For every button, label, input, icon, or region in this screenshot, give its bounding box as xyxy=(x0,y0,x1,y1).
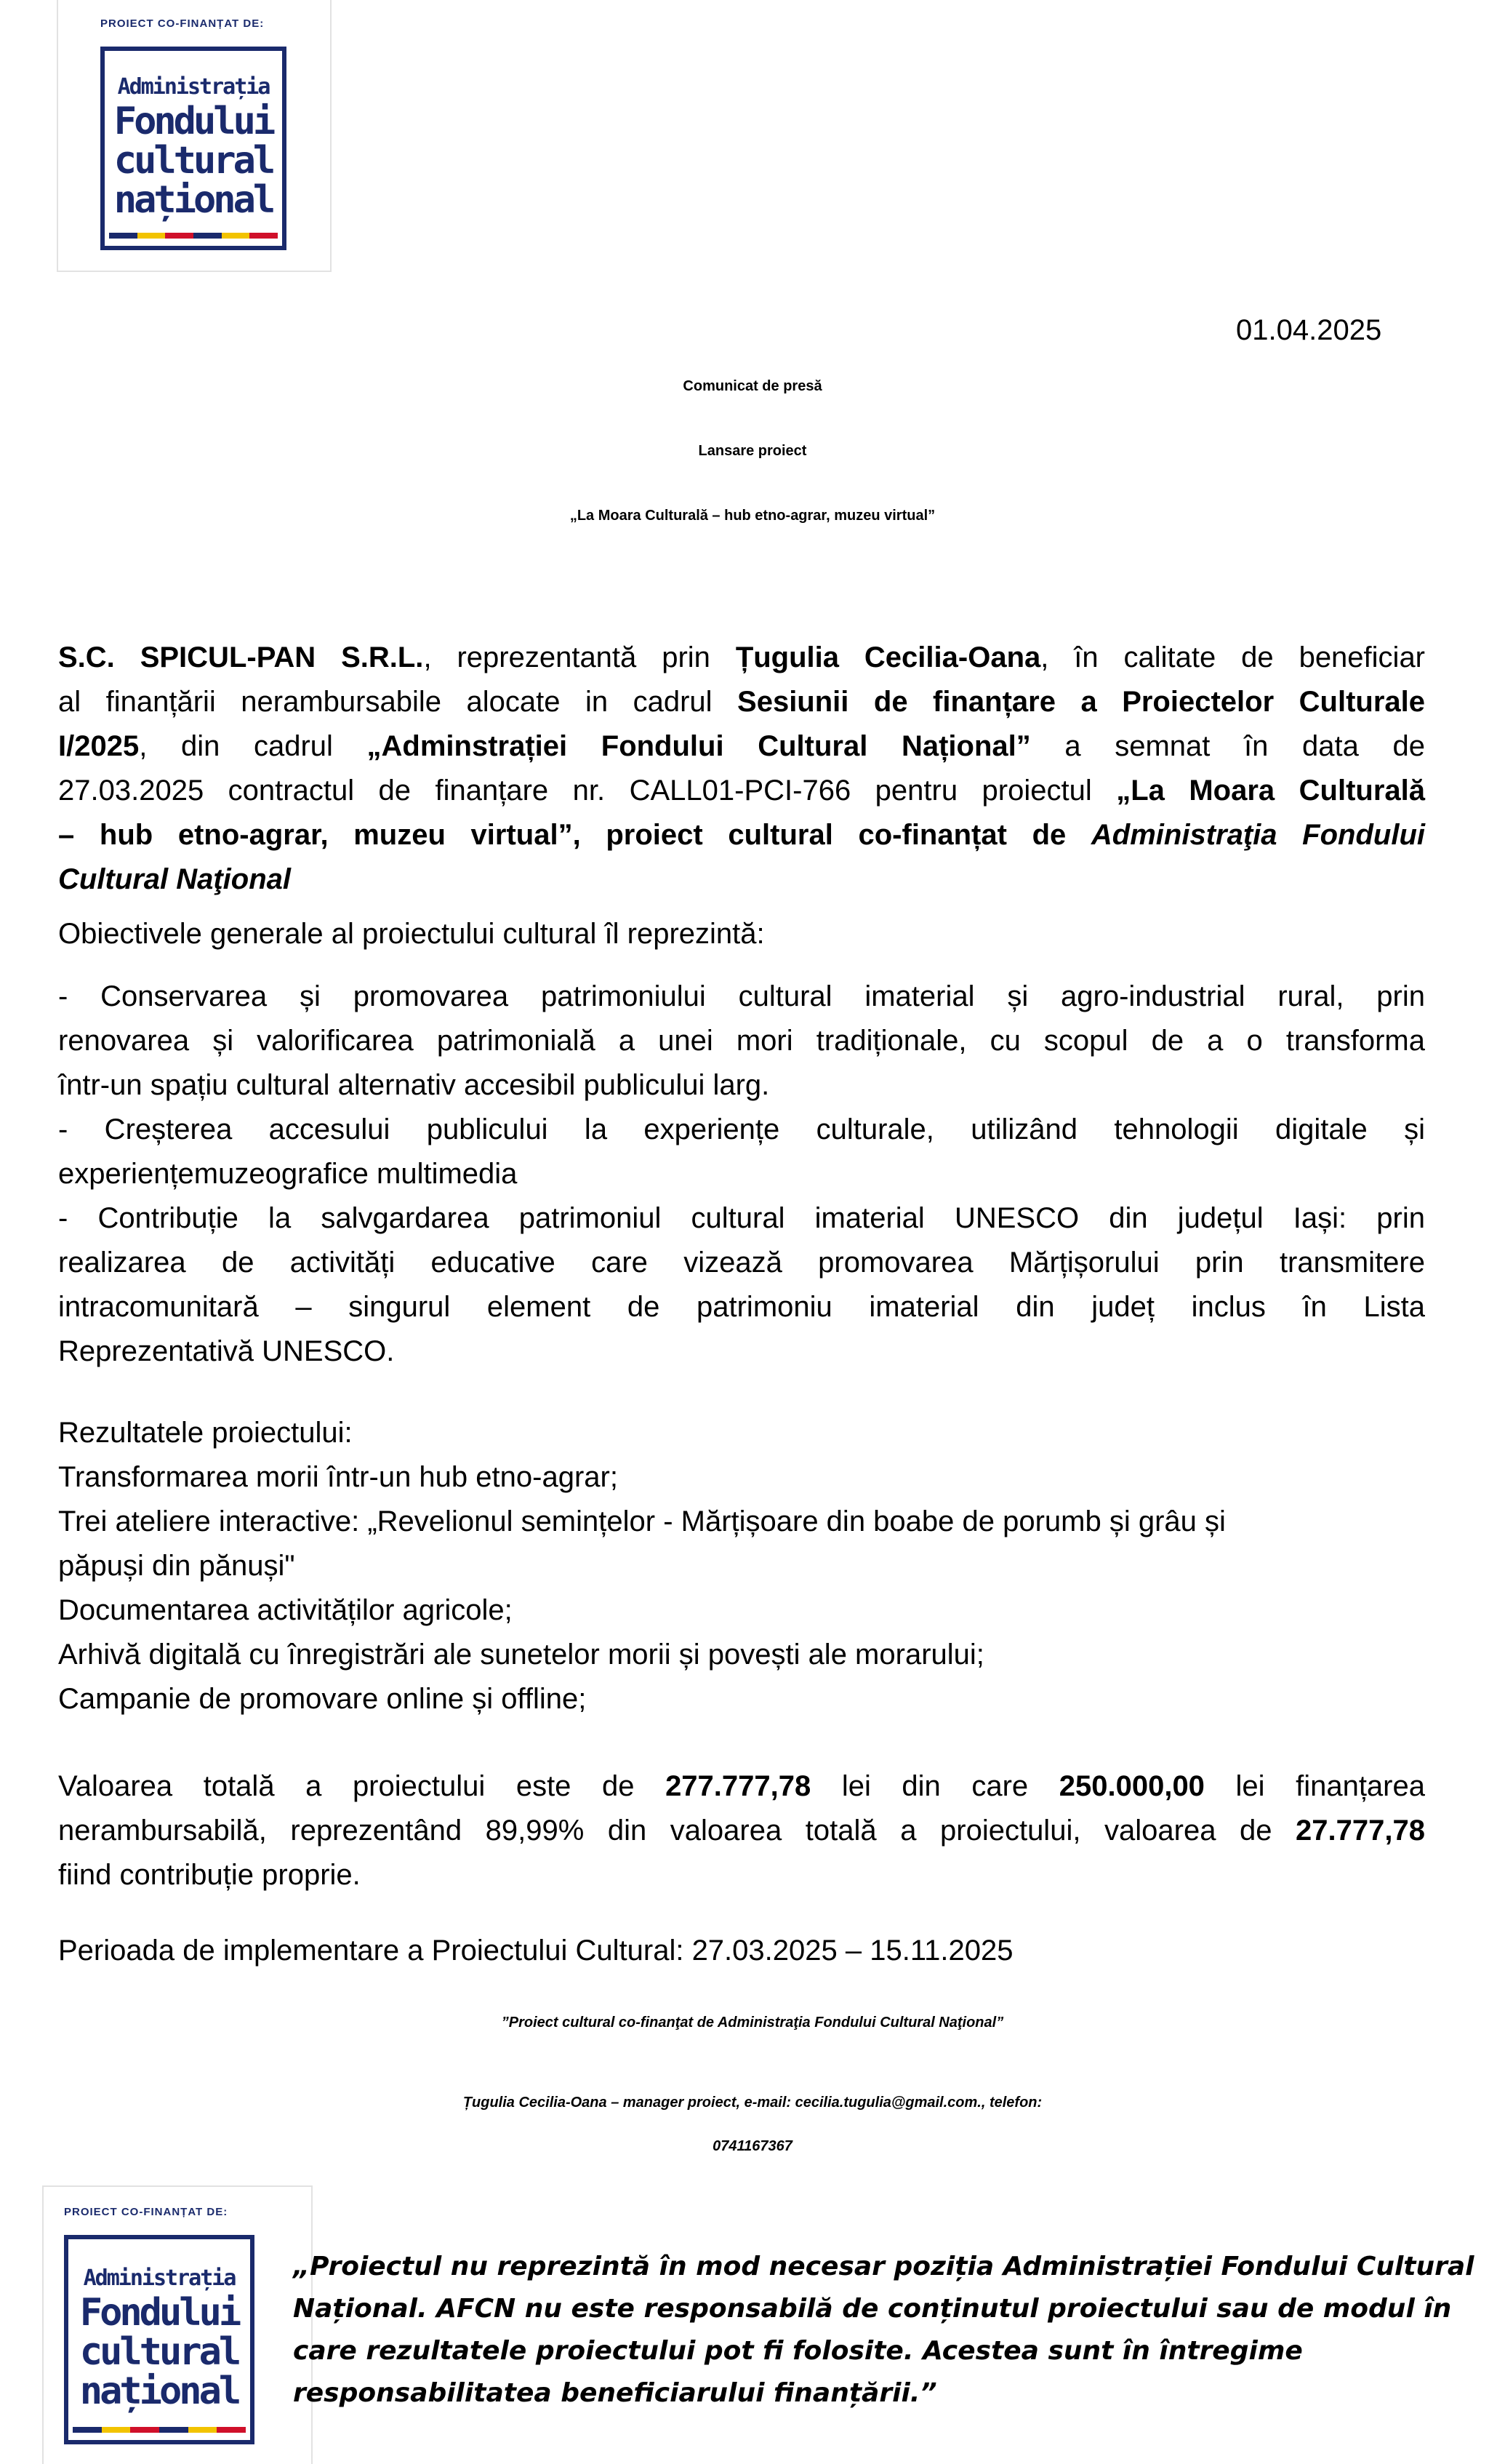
intro-line-4: 27.03.2025 contractul de finanțare nr. CALL01-PCI-766 pentru proiectul „La Moara Culturală xyxy=(58,775,1426,807)
grant-value: 250.000,00 xyxy=(1059,1770,1205,1802)
objectives-line: experiențemuzeografice multimedia xyxy=(58,1158,518,1190)
results-item: Campanie de promovare online și offline; xyxy=(58,1683,587,1715)
total-value: 277.777,78 xyxy=(665,1770,811,1802)
results-item: Transformarea morii într-un hub etno-agrar; xyxy=(58,1461,618,1493)
logo-line-4: național xyxy=(79,2369,239,2413)
results-item: Arhivă digitală cu înregistrări ale sunetelor morii și povești ale morarului; xyxy=(58,1639,984,1671)
results-item: păpuși din pănuși" xyxy=(58,1550,295,1582)
objectives-line: renovarea și valorificarea patrimonială a unei mori tradiționale, cu scopul de a o transforma xyxy=(58,1025,1425,1057)
logo-line-3: cultural xyxy=(79,2330,239,2374)
contact-line-1: Țugulia Cecilia-Oana – manager proiect, e-mail: cecilia.tugulia@gmail.com., telefon: xyxy=(462,2095,1043,2111)
objectives-line: - Contribuție la salvgardarea patrimoniul cultural imaterial UNESCO din județul Iași: prin xyxy=(58,1202,1425,1234)
logo-caption: PROIECT CO-FINANȚAT DE: xyxy=(64,2206,228,2218)
objectives-line: intracomunitară – singurul element de patrimoniu imaterial din județ inclus în Lista xyxy=(58,1291,1425,1323)
logo-line-1: Administrația xyxy=(117,74,270,100)
intro-line-3: I/2025, din cadrul „Adminstrației Fondului Cultural Național” a semnat în data de xyxy=(58,730,1425,762)
disclaimer-line: responsabilitatea beneficiarului finanțării.” xyxy=(293,2378,937,2408)
disclaimer-line: care rezultatele proiectului pot fi folosite. Acestea sunt în întregime xyxy=(293,2336,1303,2366)
objectives-heading: Obiectivele generale al proiectului cultural îl reprezintă: xyxy=(58,918,765,950)
logo-mark xyxy=(100,47,286,250)
intro-line-6: Cultural Naţional xyxy=(58,863,292,895)
results-item: Trei ateliere interactive: „Revelionul semințelor - Mărțișoare din boabe de porumb și grâu și xyxy=(58,1505,1226,1537)
objectives-line: - Conservarea și promovarea patrimoniului cultural imaterial și agro-industrial rural, prin xyxy=(58,980,1425,1012)
own-contribution-value: 27.777,78 xyxy=(1296,1815,1425,1847)
logo-tricolor-stripe xyxy=(73,2427,246,2433)
intro-line-2: al finanțării nerambursabile alocate in cadrul Sesiunii de finanțare a Proiectelor Culturale xyxy=(58,686,1425,718)
budget-line-1: Valoarea totală a proiectului este de 277.777,78 lei din care 250.000,00 lei finanțarea xyxy=(58,1770,1425,1802)
intro-line-5: – hub etno-agrar, muzeu virtual”, proiect cultural co-finanțat de Administraţia Fondului xyxy=(58,819,1426,851)
logo-mark xyxy=(64,2235,254,2444)
contact-phone: 0741167367 xyxy=(713,2138,792,2154)
document-title: Comunicat de presă xyxy=(683,378,822,394)
disclaimer xyxy=(293,2246,1474,2415)
afcn-logo-top xyxy=(57,0,332,272)
logo-caption: PROIECT CO-FINANȚAT DE: xyxy=(100,17,265,30)
logo-line-2: Fondului xyxy=(113,100,273,143)
objectives-line: într-un spațiu cultural alternativ accesibil publicului larg. xyxy=(58,1069,770,1101)
logo-line-4: național xyxy=(113,178,273,222)
disclaimer-line: „Proiectul nu reprezintă în mod necesar poziția Administrației Fondului Cultural xyxy=(293,2252,1474,2281)
results-item: Documentarea activităților agricole; xyxy=(58,1594,513,1626)
logo-line-2: Fondului xyxy=(79,2291,239,2335)
document-subtitle: Lansare proiect xyxy=(698,443,807,459)
results-heading: Rezultatele proiectului: xyxy=(58,1417,353,1449)
disclaimer-line: Național. AFCN nu este responsabilă de conținutul proiectului sau de modul în xyxy=(293,2294,1452,2324)
objectives-line: realizarea de activități educative care vizează promovarea Mărțișorului prin transmitere xyxy=(58,1247,1425,1279)
objectives-line: Reprezentativă UNESCO. xyxy=(58,1335,395,1367)
project-name: „La Moara Culturală – hub etno-agrar, muzeu virtual” xyxy=(569,508,936,524)
cofinance-note: ”Proiect cultural co-finanţat de Administraţia Fondului Cultural Naţional” xyxy=(501,2015,1004,2031)
afcn-logo-bottom xyxy=(42,2185,313,2464)
logo-line-3: cultural xyxy=(113,139,273,183)
objectives-line: - Creșterea accesului publicului la experiențe culturale, utilizând tehnologii digitale și xyxy=(58,1113,1425,1145)
budget-line-3: fiind contribuție proprie. xyxy=(58,1859,361,1891)
budget-line-2: nerambursabilă, reprezentând 89,99% din valoarea totală a proiectului, valoarea de 27.777,78 xyxy=(58,1815,1425,1847)
intro-line-1: S.C. SPICUL-PAN S.R.L., reprezentantă prin Țugulia Cecilia-Oana, în calitate de beneficiar xyxy=(58,641,1426,673)
logo-line-1: Administrația xyxy=(83,2265,236,2291)
implementation-period: Perioada de implementare a Proiectului Cultural: 27.03.2025 – 15.11.2025 xyxy=(58,1935,1014,1967)
document-date: 01.04.2025 xyxy=(1236,314,1382,346)
logo-tricolor-stripe xyxy=(109,233,278,239)
